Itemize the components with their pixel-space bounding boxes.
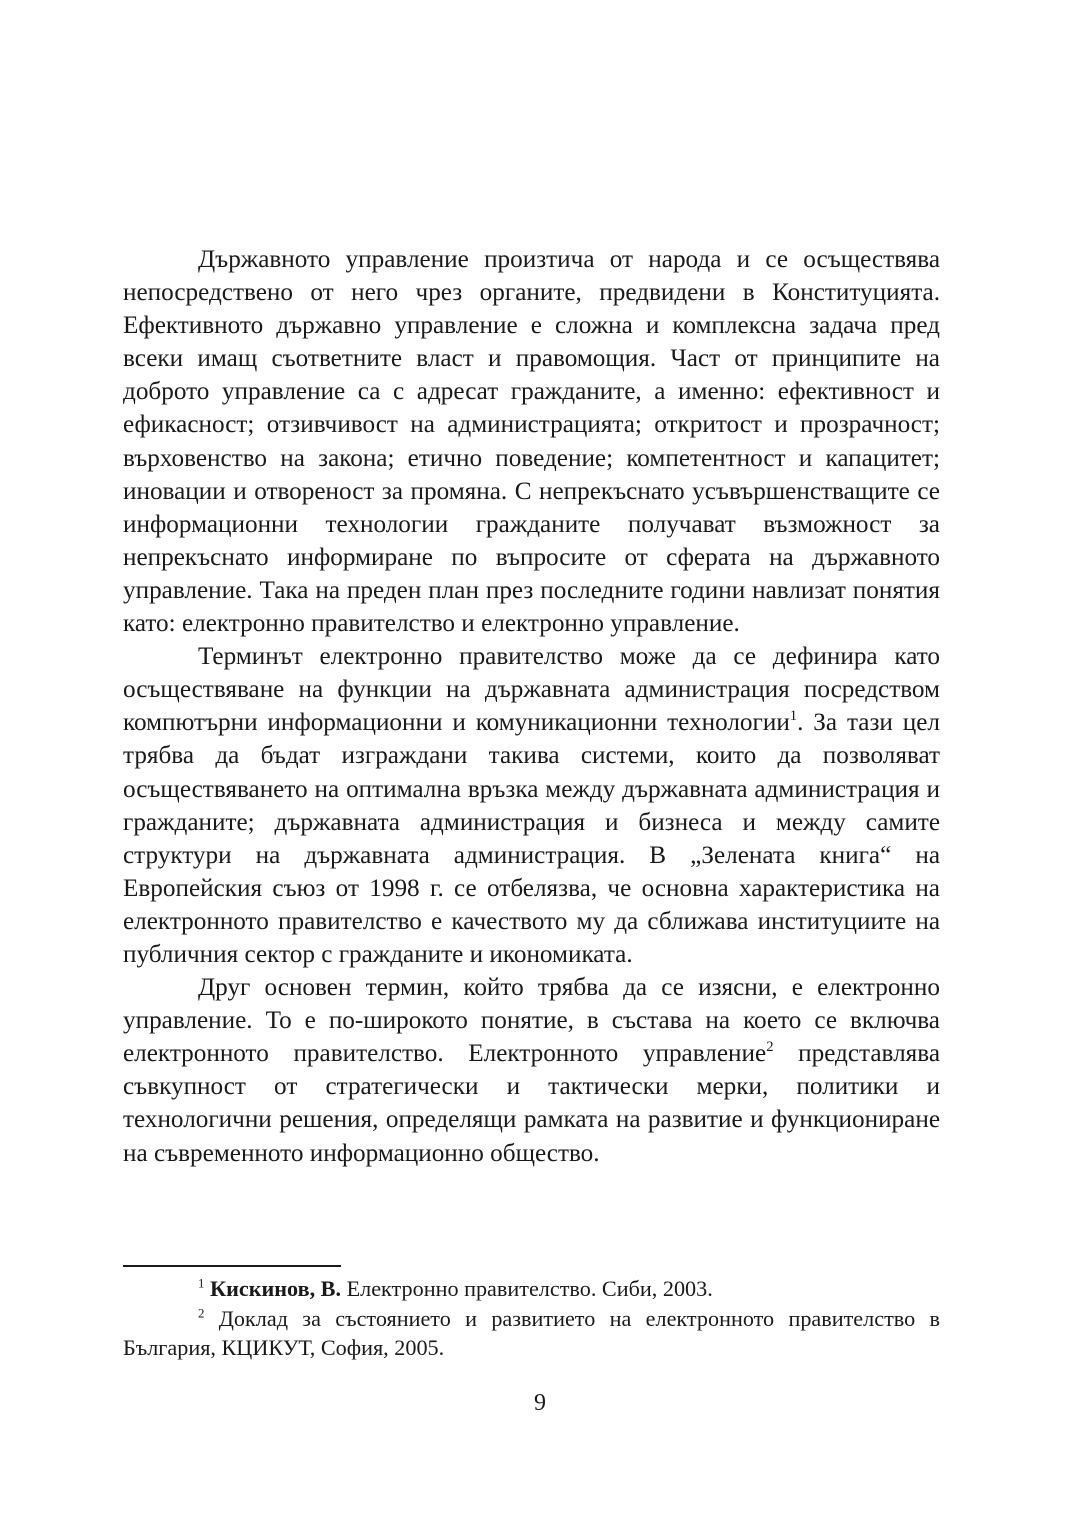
paragraph-text: Друг основен термин, който трябва да се изясни, е електронно управление. То е по-широкото понятие, в състава на което се включва електронното правителство. Електронното управление — [123, 974, 940, 1068]
footnote — [123, 1304, 940, 1363]
footnote — [123, 1274, 940, 1304]
footnote-number: 1 — [198, 1276, 205, 1291]
paragraph — [123, 971, 940, 1170]
footnote-reference: 2 — [766, 1039, 774, 1056]
footnote-number: 2 — [198, 1305, 205, 1320]
page-number: 9 — [534, 1390, 546, 1416]
paragraph-text: Терминът електронно правителство може да се дефинира като осъществяване на функции на държавната администрация посредством компютърни информационни и комуникационни технологии — [123, 643, 940, 737]
footnote-text: Доклад за състоянието и развитието на електронното правителство в България, КЦИКУТ, София, 2005. — [123, 1305, 940, 1360]
paragraph-text: . За тази цел трябва да бъдат изграждани такива системи, които да позволяват осъществяването на оптимална връзка между държавната администрация и гражданите; държавната администрация и бизнеса и между самите структури на държавната администрация. В „Зелената книга“ на Европейския съюз от 1998 г. се отбелязва, че основна характеристика на електронното правителство е качеството му да сближава институциите на публичния сектор с гражданите и икономиката. — [123, 709, 940, 968]
footnote-text: Електронно правителство. Сиби, 2003. — [341, 1276, 713, 1301]
footnotes — [123, 1274, 940, 1363]
paragraph: Държавното управление произтича от народа и се осъществява непосредствено от него чрез органите, предвидени в Конституцията. Ефективното държавно управление е сложна и комплексна задача пред всеки имащ съответните власт и правомощия. Част от принципите на доброто управление са с адресат гражданите, а именно: ефективност и ефикасност; отзивчивост на администрацията; откритост и прозрачност; върховенство на закона; етично поведение; компетентност и капацитет; иновации и отвореност за промяна. С непрекъснато усъвършенстващите се информационни технологии гражданите получават възможност за непрекъснато информиране по въпросите от сферата на държавното управление. Така на преден план през последните години навлизат понятия като: електронно правителство и електронно управление. — [123, 246, 940, 638]
paragraph — [123, 640, 940, 971]
main-text — [123, 243, 940, 1170]
footnote-author: Кискинов, В. — [209, 1276, 342, 1301]
paragraph-text: представлява съвкупност от стратегически и тактически мерки, политики и технологични решения, определящи рамката на развитие и функциониране на съвременното информационно общество. — [123, 1040, 941, 1167]
footnote-reference: 1 — [789, 708, 798, 725]
footnote-separator — [123, 1265, 341, 1267]
